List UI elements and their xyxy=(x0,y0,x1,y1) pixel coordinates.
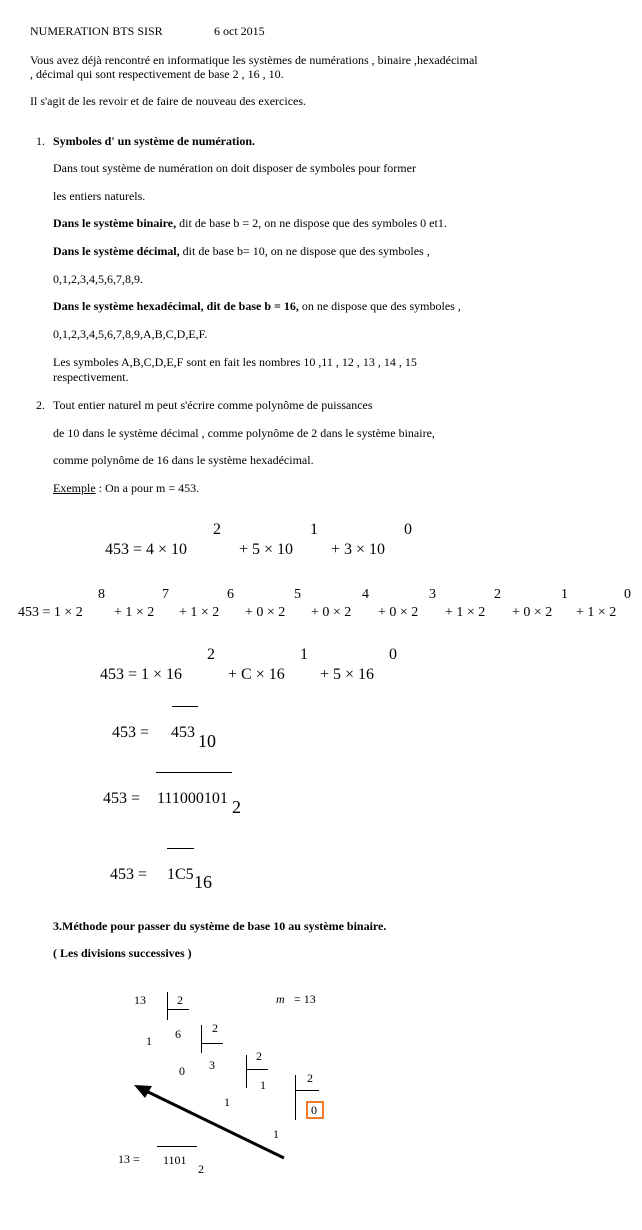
division-remainder-0: 1 xyxy=(146,1034,152,1048)
division-divisor-0: 2 xyxy=(177,993,183,1007)
example-label: Exemple xyxy=(53,481,96,495)
section-2-para-2: de 10 dans le système décimal , comme polynôme de 2 dans le système binaire, xyxy=(53,426,435,440)
bin-expansion-exp-6: 6 xyxy=(227,587,234,602)
division-dividend-3: 1 xyxy=(260,1078,266,1092)
division-dividend-0: 13 xyxy=(134,993,146,1007)
hex-expansion-term-3: + 5 × 16 xyxy=(320,666,375,683)
hex-definition xyxy=(53,299,461,314)
bin-notation-lhs: 453 = xyxy=(103,790,141,807)
bin-expansion-lhs: 453 = 1 × 2 xyxy=(18,605,83,620)
division-m-value: = 13 xyxy=(294,992,316,1006)
bin-expansion-exp-5: 5 xyxy=(294,587,301,602)
dec-notation-value: 453 xyxy=(171,724,195,741)
bin-expansion-exp-2: 2 xyxy=(494,587,501,602)
hex-notation-overline xyxy=(167,848,194,849)
hex-definition-rest: on ne dispose que des symboles , xyxy=(298,299,461,313)
decimal-definition-rest: dit de base b= 10, on ne dispose que des symboles , xyxy=(179,244,430,258)
division-divisor-2: 2 xyxy=(256,1049,262,1063)
bin-expansion-term-6: + 1 × 2 xyxy=(179,605,220,620)
binary-definition-rest: dit de base b = 2, on ne dispose que des symboles 0 et1. xyxy=(176,216,447,230)
doc-date: 6 oct 2015 xyxy=(214,24,265,38)
hex-notation-base: 16 xyxy=(194,872,212,892)
bin-expansion-exp-0: 0 xyxy=(624,587,631,602)
bin-expansion-term-1: + 0 × 2 xyxy=(512,605,553,620)
bin-expansion-exp-4: 4 xyxy=(362,587,369,602)
division-bar-v-1 xyxy=(201,1025,202,1053)
bin-expansion-term-4: + 0 × 2 xyxy=(311,605,352,620)
intro-line-3: Il s'agit de les revoir et de faire de nouveau des exercices. xyxy=(30,94,307,108)
intro-line-1: Vous avez déjà rencontré en informatique les systèmes de numérations , binaire ,hexadécimal xyxy=(30,53,478,67)
division-bar-v-3 xyxy=(295,1075,296,1120)
hex-expansion-exp-2: 1 xyxy=(300,646,308,663)
example-rest: : On a pour m = 453. xyxy=(95,481,200,495)
bin-expansion-exp-1: 1 xyxy=(561,587,568,602)
division-divisor-3: 2 xyxy=(307,1071,313,1085)
intro-line-2: , décimal qui sont respectivement de base 2 , 16 , 10. xyxy=(30,67,284,81)
division-last-quotient: 0 xyxy=(311,1103,317,1117)
section-1-heading: Symboles d' un système de numération. xyxy=(53,134,256,148)
division-divisor-1: 2 xyxy=(212,1021,218,1035)
division-remainder-1: 0 xyxy=(179,1064,185,1078)
division-result-overline xyxy=(157,1146,197,1147)
binary-definition xyxy=(53,216,447,231)
division-m-label: m xyxy=(276,992,285,1006)
division-result-lhs: 13 = xyxy=(118,1152,140,1166)
section-1-number: 1. xyxy=(36,134,45,148)
bin-expansion-exp-3: 3 xyxy=(429,587,436,602)
dec-notation-base: 10 xyxy=(198,731,216,751)
section-3-heading: 3.Méthode pour passer du système de base 10 au système binaire. xyxy=(53,919,387,933)
bin-expansion-exp-7: 7 xyxy=(162,587,169,602)
division-dividend-2: 3 xyxy=(209,1058,215,1072)
dec-expansion-term-2: + 5 × 10 xyxy=(239,541,294,558)
bin-notation-value: 111000101 xyxy=(157,790,228,807)
example-line xyxy=(53,481,199,496)
hex-definition-bold: Dans le système hexadécimal, dit de base b = 16, xyxy=(53,299,299,313)
division-result-base: 2 xyxy=(198,1162,204,1176)
section-1-para-a: Dans tout système de numération on doit disposer de symboles pour former xyxy=(53,161,416,175)
dec-expansion-exp-3: 0 xyxy=(404,521,412,538)
division-remainder-3: 1 xyxy=(273,1127,279,1141)
division-bar-h-3 xyxy=(295,1090,319,1091)
section-2-para-3: comme polynôme de 16 dans le système hexadécimal. xyxy=(53,453,314,467)
hex-expansion-lhs: 453 = 1 × 16 xyxy=(100,666,183,683)
decimal-definition-bold: Dans le système décimal, xyxy=(53,244,180,258)
dec-notation-lhs: 453 = xyxy=(112,724,150,741)
division-remainder-2: 1 xyxy=(224,1095,230,1109)
binary-definition-bold: Dans le système binaire, xyxy=(53,216,177,230)
hex-expansion-exp-3: 0 xyxy=(389,646,397,663)
bin-expansion-term-7: + 1 × 2 xyxy=(114,605,155,620)
decimal-definition xyxy=(53,244,430,259)
section-1-para-b: les entiers naturels. xyxy=(53,189,146,203)
bin-expansion-term-0: + 1 × 2 xyxy=(576,605,617,620)
division-dividend-1: 6 xyxy=(175,1027,181,1041)
dec-expansion-exp-1: 2 xyxy=(213,521,221,538)
dec-expansion-lhs: 453 = 4 × 10 xyxy=(105,541,188,558)
division-bar-v-0 xyxy=(167,992,168,1020)
bin-notation-base: 2 xyxy=(232,797,241,817)
read-direction-arrow xyxy=(130,1080,290,1162)
bin-expansion-term-3: + 0 × 2 xyxy=(378,605,419,620)
section-2-number: 2. xyxy=(36,398,45,412)
decimal-symbols: 0,1,2,3,4,5,6,7,8,9. xyxy=(53,272,143,286)
hex-symbols: 0,1,2,3,4,5,6,7,8,9,A,B,C,D,E,F. xyxy=(53,327,208,341)
division-bar-h-2 xyxy=(246,1069,268,1070)
doc-title: NUMERATION BTS SISR xyxy=(30,24,163,38)
bin-expansion-exp-8: 8 xyxy=(98,587,105,602)
division-bar-h-0 xyxy=(167,1009,189,1010)
division-bar-h-1 xyxy=(201,1043,223,1044)
hex-note-1: Les symboles A,B,C,D,E,F sont en fait les nombres 10 ,11 , 12 , 13 , 14 , 15 xyxy=(53,355,417,369)
hex-notation-value: 1C5 xyxy=(167,866,194,883)
bin-notation-overline xyxy=(156,772,232,773)
bin-expansion-term-5: + 0 × 2 xyxy=(245,605,286,620)
dec-expansion-exp-2: 1 xyxy=(310,521,318,538)
hex-notation-lhs: 453 = xyxy=(110,866,148,883)
hex-expansion-term-2: + C × 16 xyxy=(228,666,285,683)
hex-expansion-exp-1: 2 xyxy=(207,646,215,663)
dec-notation-overline xyxy=(172,706,198,707)
section-3-subheading: ( Les divisions successives ) xyxy=(53,946,192,960)
hex-note-2: respectivement. xyxy=(53,370,129,384)
bin-expansion-term-2: + 1 × 2 xyxy=(445,605,486,620)
division-result-value: 1101 xyxy=(163,1153,187,1167)
dec-expansion-term-3: + 3 × 10 xyxy=(331,541,386,558)
section-2-para-1: Tout entier naturel m peut s'écrire comme polynôme de puissances xyxy=(53,398,373,412)
